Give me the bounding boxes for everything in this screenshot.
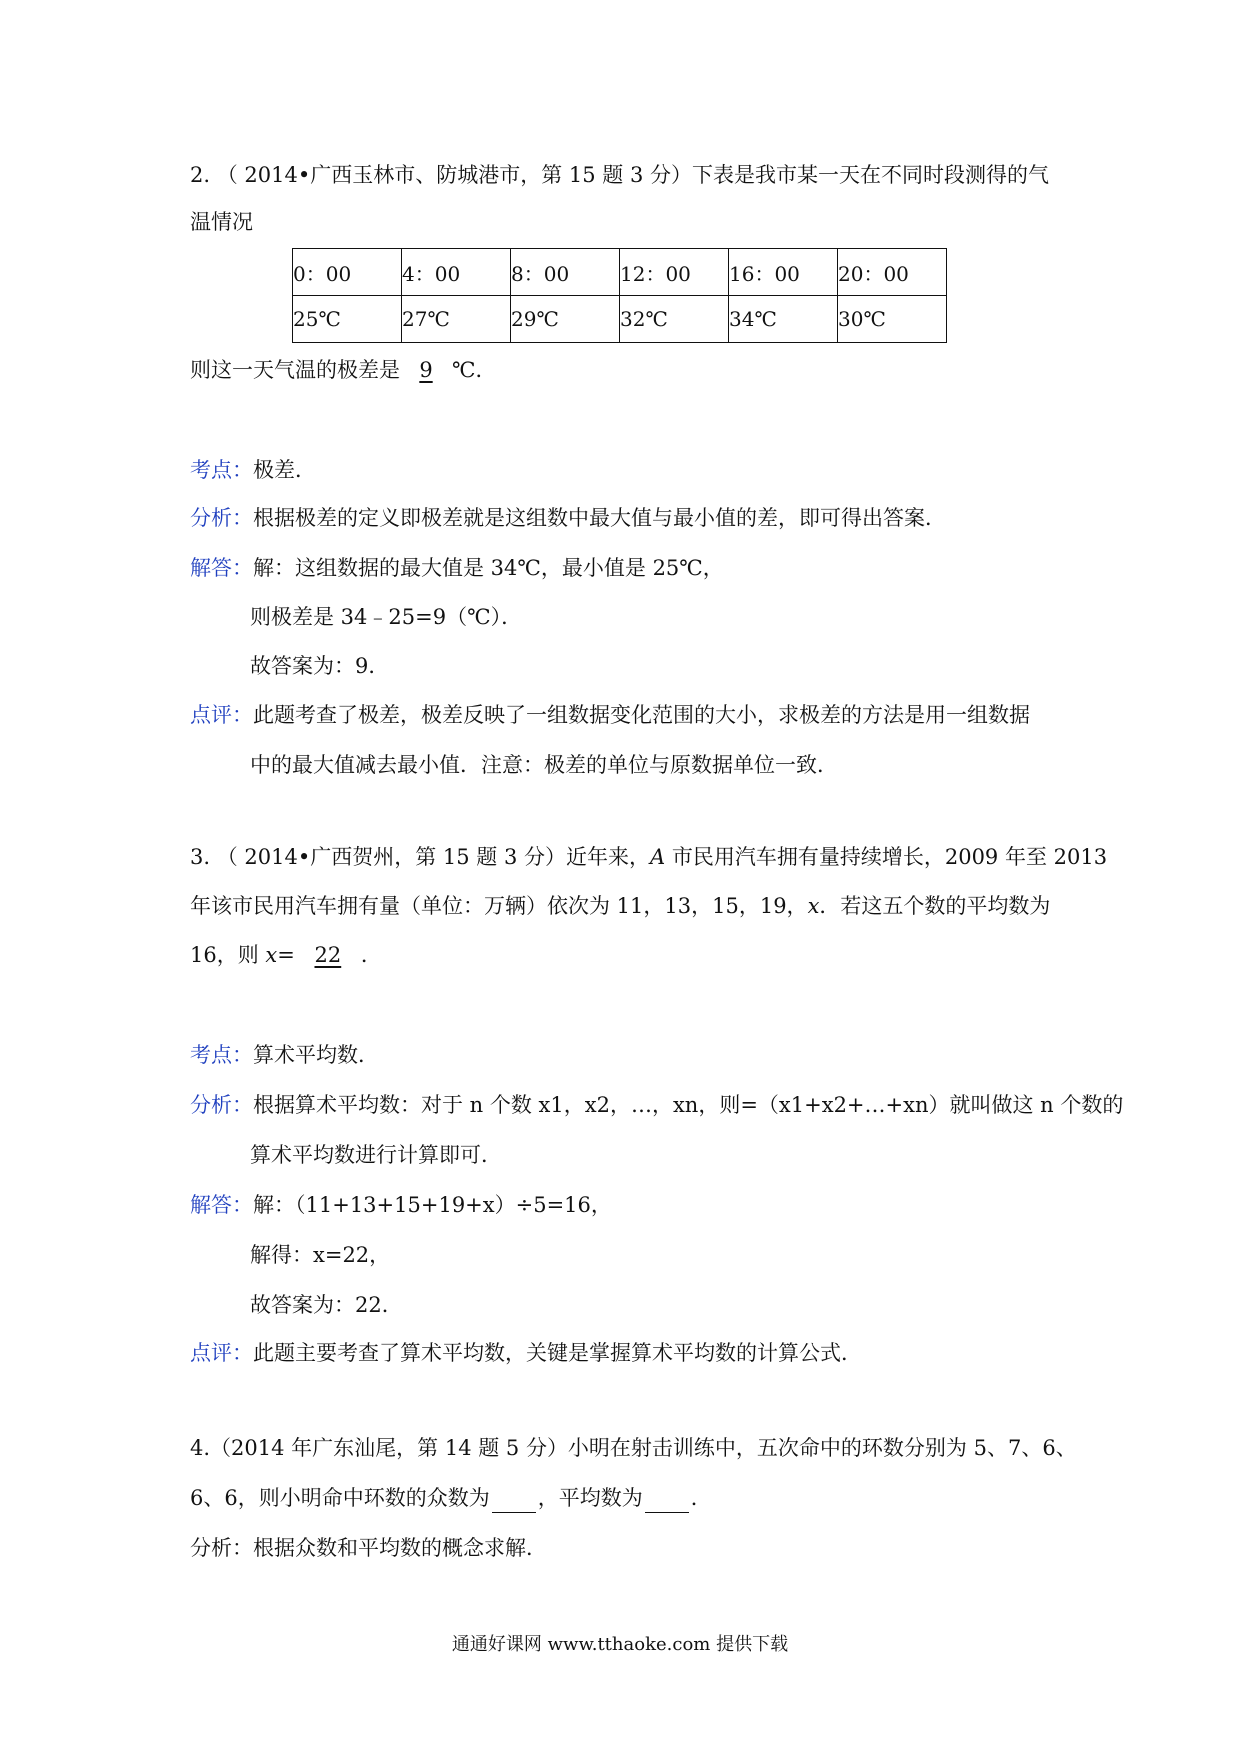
q4-blank-mode — [492, 1490, 536, 1513]
fenxi-label: 分析： — [190, 1093, 253, 1117]
fenxi-text: 根据极差的定义即极差就是这组数中最大值与最小值的差，即可得出答案． — [253, 506, 946, 530]
q2-dianping — [190, 700, 1070, 730]
q2-dianping-2: 中的最大值减去最小值．注意：极差的单位与原数据单位一致． — [250, 753, 838, 777]
q4-line-1: 4.（2014 年广东汕尾，第 14 题 5 分）小明在射击训练中，五次命中的环数分别为 5、7、6、 — [190, 1436, 1077, 1460]
table-cell: 8：00 — [511, 249, 620, 296]
q4-text: 6、6，则小明命中环数的众数为 — [190, 1486, 490, 1510]
q2-jieda-2: 则极差是 34﹣25=9（℃）． — [250, 605, 523, 629]
q3-fenxi-2: 算术平均数进行计算即可． — [250, 1143, 502, 1167]
q2-kaodian — [190, 455, 1070, 485]
q4-line-2 — [190, 1483, 1070, 1513]
q3-text: 16，则 — [190, 943, 266, 967]
jieda-label: 解答： — [190, 556, 253, 580]
table-cell: 0：00 — [293, 249, 402, 296]
table-cell: 32℃ — [620, 296, 729, 343]
q3-var-x: x — [265, 943, 278, 967]
q3-dianping — [190, 1338, 1070, 1368]
table-row-temps — [293, 296, 947, 343]
dianping-label: 点评： — [190, 703, 253, 727]
q3-text: 年该市民用汽车拥有量（单位：万辆）依次为 11，13，15，19， — [190, 894, 808, 918]
table-cell: 20：00 — [838, 249, 947, 296]
jieda-label: 解答： — [190, 1193, 253, 1217]
table-cell: 25℃ — [293, 296, 402, 343]
q3-text: ．若这五个数的平均数为 — [819, 894, 1051, 918]
q3-text: 3. （ 2014•广西贺州，第 15 题 3 分）近年来， — [190, 845, 650, 869]
q2-answer-line — [190, 355, 1070, 385]
table-cell: 27℃ — [402, 296, 511, 343]
q3-line-2 — [190, 891, 1070, 921]
q3-text: ． — [360, 943, 382, 967]
q2-jieda-3: 故答案为：9． — [250, 654, 390, 678]
table-cell: 30℃ — [838, 296, 947, 343]
q3-kaodian — [190, 1040, 1070, 1070]
q4-text: ，平均数为 — [537, 1486, 643, 1510]
temperature-table — [292, 248, 947, 343]
table-row-times — [293, 249, 947, 296]
kaodian-text: 极差． — [253, 458, 316, 482]
q3-text: = — [277, 943, 295, 967]
q3-text: 市民用汽车拥有量持续增长，2009 年至 2013 — [665, 845, 1108, 869]
q3-answer-blank: 22 — [314, 943, 342, 967]
table-cell: 16：00 — [729, 249, 838, 296]
q2-line-1: 2. （ 2014•广西玉林市、防城港市，第 15 题 3 分）下表是我市某一天在不同时段测得的气 — [190, 163, 1049, 187]
dianping-text: 此题考查了极差，极差反映了一组数据变化范围的大小，求极差的方法是用一组数据 — [253, 703, 1030, 727]
q3-line-3 — [190, 940, 1070, 970]
dianping-text: 此题主要考查了算术平均数，关键是掌握算术平均数的计算公式． — [253, 1341, 862, 1365]
q2-answer-prefix: 则这一天气温的极差是 — [190, 358, 400, 382]
q2-fenxi — [190, 503, 1070, 533]
q3-jieda-2: 解得：x=22， — [250, 1243, 391, 1267]
table-cell: 4：00 — [402, 249, 511, 296]
q3-jieda — [190, 1190, 1070, 1220]
kaodian-text: 算术平均数． — [253, 1043, 379, 1067]
jieda-text: 解：（11+13+15+19+x）÷5=16， — [253, 1193, 612, 1217]
q3-var-a: A — [650, 845, 666, 869]
table-cell: 12：00 — [620, 249, 729, 296]
fenxi-text: 根据算术平均数：对于 n 个数 x1，x2，…，xn，则=（x1+x2+…+xn）就叫做这 n 个数的 — [253, 1093, 1124, 1117]
q2-answer-blank: 9 — [419, 358, 433, 382]
q3-line-1 — [190, 842, 1108, 872]
kaodian-label: 考点： — [190, 1043, 253, 1067]
q3-fenxi — [190, 1090, 1124, 1120]
kaodian-label: 考点： — [190, 458, 253, 482]
q3-jieda-3: 故答案为：22． — [250, 1293, 403, 1317]
fenxi-label: 分析： — [190, 506, 253, 530]
q4-fenxi: 分析：根据众数和平均数的概念求解． — [190, 1536, 547, 1560]
q2-jieda — [190, 553, 1070, 583]
table-cell: 29℃ — [511, 296, 620, 343]
page-footer: 通通好课网 www.tthaoke.com 提供下载 — [451, 1634, 789, 1655]
q4-text: ． — [690, 1486, 712, 1510]
q2-line-2: 温情况 — [190, 210, 253, 234]
q3-var-x: x — [807, 894, 820, 918]
dianping-label: 点评： — [190, 1341, 253, 1365]
jieda-text: 解：这组数据的最大值是 34℃，最小值是 25℃， — [253, 556, 724, 580]
q4-blank-mean — [645, 1490, 689, 1513]
table-cell: 34℃ — [729, 296, 838, 343]
q2-answer-suffix: ℃． — [452, 358, 497, 382]
